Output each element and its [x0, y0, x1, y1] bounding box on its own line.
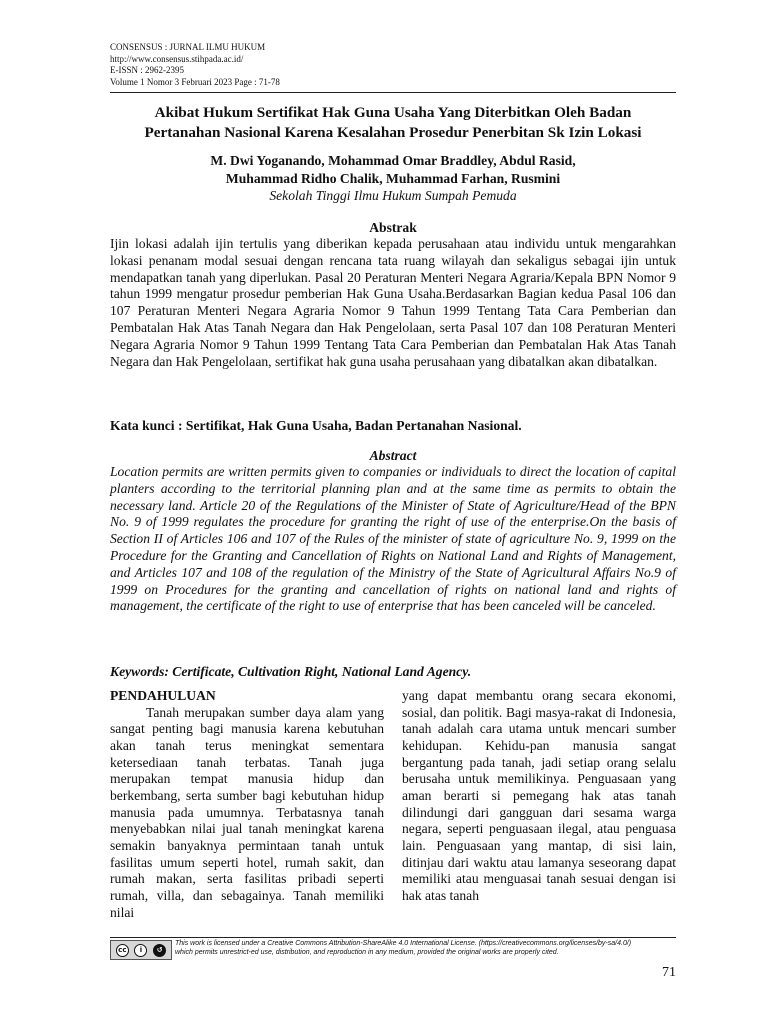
journal-name: CONSENSUS : JURNAL ILMU HUKUM	[110, 42, 266, 52]
journal-volume: Volume 1 Nomor 3 Februari 2023 Page : 71-78	[110, 76, 280, 87]
creative-commons-icon: cc	[116, 944, 129, 957]
title-line-1: Akibat Hukum Sertifikat Hak Guna Usaha Yang Diterbitkan Oleh Badan	[154, 104, 632, 121]
body-paragraph-left: Tanah merupakan sumber daya alam yang sangat penting bagi manusia karena kebutuhan akan tanah terus meningkat sementara ketersediaan tanah terbatas. Tanah juga merupakan tempat manusia hidup dan berkembang, serta sumber bagi kebutuhan hidup manusia pada umumnya. Terbatasnya tanah menyebabkan nilai jual tanah meningkat karena semakin banyaknya permintaan tanah untuk fasilitas umum seperti hotel, rumah sakit, dan rumah makan, serta fasilitas pribadi seperti rumah, villa, dan sebagainya. Tanah memiliki nilai	[110, 704, 384, 920]
body-column-left	[110, 688, 384, 921]
authors	[110, 152, 676, 188]
institution: Sekolah Tinggi Ilmu Hukum Sumpah Pemuda	[269, 188, 517, 203]
abstrak-text: Ijin lokasi adalah ijin tertulis yang diberikan kepada perusahaan atau individu untuk mengarahkan lokasi penanam modal sesuai dengan rencana tata ruang wilayah dan sekaligus sebagai ijin untuk mendapatkan tanah yang diperlukan. Pasal 20 Peraturan Menteri Negara Agraria/Kepala BPN Nomor 9 tahun 1999 mengatur prosedur pemberian Hak Guna Usaha.Berdasarkan Bagian kedua Pasal 106 dan 107 Peraturan Menteri Negara Agraria Nomor 9 Tahun 1999 Tentang Tata Cara Pemberian dan Pembatalan Hak Atas Tanah Negara dan Hak Pengelolaan, serta Pasal 107 dan 108 Peraturan Menteri Negara Agraria Nomor 9 Tahun 1999 Tentang Tata Cara Pemberian dan Pembatalan Hak Atas Tanah Negara dan Hak Pengelolaan, sertifikat hak guna usaha perusahaan yang dibatalkan akan dibatalkan.	[110, 236, 676, 369]
attribution-icon: i	[134, 944, 147, 957]
keywords: Keywords: Certificate, Cultivation Right, National Land Agency.	[110, 664, 472, 679]
journal-url[interactable]: http://www.consensus.stihpada.ac.id/	[110, 53, 244, 64]
title-line-2: Pertanahan Nasional Karena Kesalahan Prosedur Penerbitan Sk Izin Lokasi	[144, 124, 642, 141]
header-divider	[110, 92, 676, 93]
kata-kunci: Kata kunci : Sertifikat, Hak Guna Usaha, Badan Pertanahan Nasional.	[110, 418, 522, 433]
abstrak-heading: Abstrak	[369, 220, 417, 235]
page-number: 71	[662, 965, 676, 980]
footer-divider	[110, 937, 676, 938]
paper-title	[110, 103, 676, 143]
section-heading-pendahuluan: PENDAHULUAN	[110, 688, 216, 703]
body-paragraph-right: yang dapat membantu orang secara ekonomi, sosial, dan politik. Bagi masya-rakat di Indonesia, tanah adalah cara utama untuk mencari sumber kehidupan. Kehidu-pan manusia sangat bergantung pada tanah, jadi setiap orang selalu berusaha untuk memilikinya. Penguasaan yang aman berarti si pemegang hak atas tanah dilindungi dari gangguan dari sesama warga negara, seperti penguasaan ilegal, atau penguasa lain. Penguasaan yang mantap, di sisi lain, ditinjau dari waktu atau lamanya seseorang dapat memiliki atau menguasai tanah sesuai dengan isi hak atas tanah	[402, 688, 676, 903]
body-column-right	[402, 688, 676, 905]
license-line-2: which permits unrestrict-ed use, distribution, and reproduction in any medium, provided the original works are properly cited.	[175, 949, 559, 956]
authors-line-2: Muhammad Ridho Chalik, Muhammad Farhan, Rusmini	[225, 171, 561, 186]
journal-issn: E-ISSN : 2962-2395	[110, 65, 184, 75]
share-alike-icon: ↺	[153, 944, 166, 957]
abstract-text: Location permits are written permits given to companies or individuals to direct the location of capital planters according to the territorial planning plan and at the same time as permits to obtain the necessary land. Article 20 of the Regulations of the Minister of State of Agriculture/Head of the BPN No. 9 of 1999 regulates the procedure for granting the right of use of the enterprise.On the basis of Section II of Articles 106 and 107 of the Rules of the minister of state of agriculture No. 9, 1999 on the Procedure for the Granting and Cancellation of Rights on National Land and Rights of Management, and Articles 107 and 108 of the regulation of the Ministry of the State of Agricultural Affairs No.9 of 1999 on Procedures for the granting and cancellation of rights on national land and rights of management, the certificate of the right to use of enterprise that has been canceled will be canceled.	[110, 464, 676, 614]
authors-line-1: M. Dwi Yoganando, Mohammad Omar Braddley, Abdul Rasid,	[210, 153, 576, 168]
license-text	[175, 939, 675, 957]
cc-license-badge[interactable]	[110, 940, 172, 960]
journal-header	[110, 42, 280, 88]
license-line-1: This work is licensed under a Creative Commons Attribution-ShareAlike 4.0 International License. (https://creativecommons.org/licenses/by-sa/4.0/)	[175, 940, 632, 947]
abstract-heading: Abstract	[369, 448, 417, 463]
